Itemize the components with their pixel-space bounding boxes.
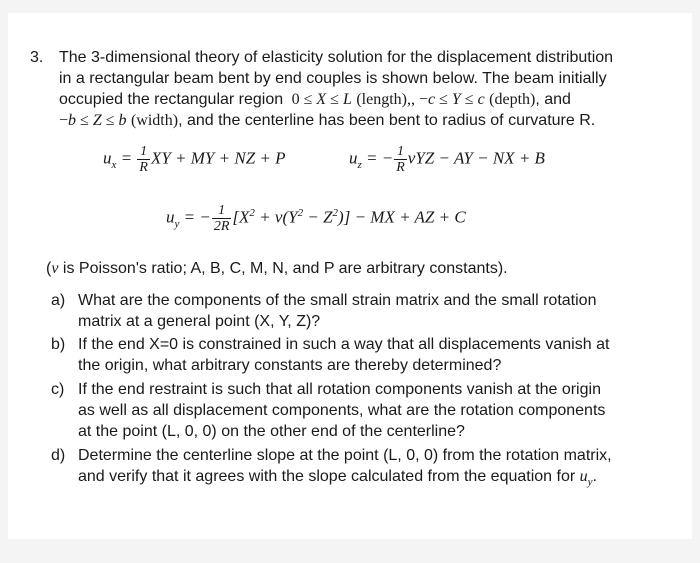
intro-line-4: −b ≤ Z ≤ b (width), and the centerline has been bent to radius of curvature R. <box>59 112 596 129</box>
question-c-label: c) <box>51 381 65 398</box>
question-d-label: d) <box>51 447 66 464</box>
depth-tail: , and <box>535 91 571 108</box>
constants-note-text: is Poisson's ratio; A, B, C, M, N, and P are arbitrary constants). <box>62 260 508 277</box>
question-c-line-1: If the end restraint is such that all rotation components vanish at the origin <box>78 381 601 398</box>
equation-uy: $u_y$ = − $\frac{1}{2R}$ $[X^2 + \nu(Y^2 - Z^2)]$ − MX + AZ + C <box>166 203 466 234</box>
question-b-line-2: the origin, what arbitrary constants are thereby determined? <box>78 357 502 374</box>
question-a-label: a) <box>51 292 66 309</box>
constants-note: (ν is Poisson's ratio; A, B, C, M, N, and P are arbitrary constants). <box>46 260 508 277</box>
question-d-line-2: and verify that it agrees with the slope calculated from the equation for $u_y$. <box>78 468 597 489</box>
intro-line-3: occupied the rectangular region 0 ≤ X ≤ L (length),, −c ≤ Y ≤ c (depth), and <box>59 91 571 108</box>
question-c-line-3: at the point (L, 0, 0) on the other end of the centerline? <box>78 423 465 440</box>
question-c-line-2: as well as all displacement components, what are the rotation components <box>78 402 606 419</box>
problem-number: 3. <box>30 49 44 66</box>
intro-line-2: in a rectangular beam bent by end couples is shown below. The beam initially <box>59 70 607 87</box>
question-d-line-1: Determine the centerline slope at the point (L, 0, 0) from the rotation matrix, <box>78 447 612 464</box>
question-b-line-1: If the end X=0 is constrained in such a way that all displacements vanish at <box>78 336 610 353</box>
question-b-label: b) <box>51 336 66 353</box>
equation-ux: $u_x$ = $\frac{1}{R}$ XY + MY + NZ + P <box>103 144 286 175</box>
question-d-line-2-text: and verify that it agrees with the slope calculated from the equation for <box>78 468 576 485</box>
intro-line-3-text: occupied the rectangular region <box>59 91 284 108</box>
intro-line-1: The 3-dimensional theory of elasticity solution for the displacement distribution <box>59 49 614 66</box>
problem-page <box>8 13 692 539</box>
length-label: (length), <box>356 91 411 108</box>
equation-uz: $u_z$ = − $\frac{1}{R}$ νYZ − AY − NX + B <box>349 144 545 175</box>
question-a-line-1: What are the components of the small strain matrix and the small rotation <box>78 292 597 309</box>
question-a-line-2: matrix at a general point (X, Y, Z)? <box>78 313 321 330</box>
